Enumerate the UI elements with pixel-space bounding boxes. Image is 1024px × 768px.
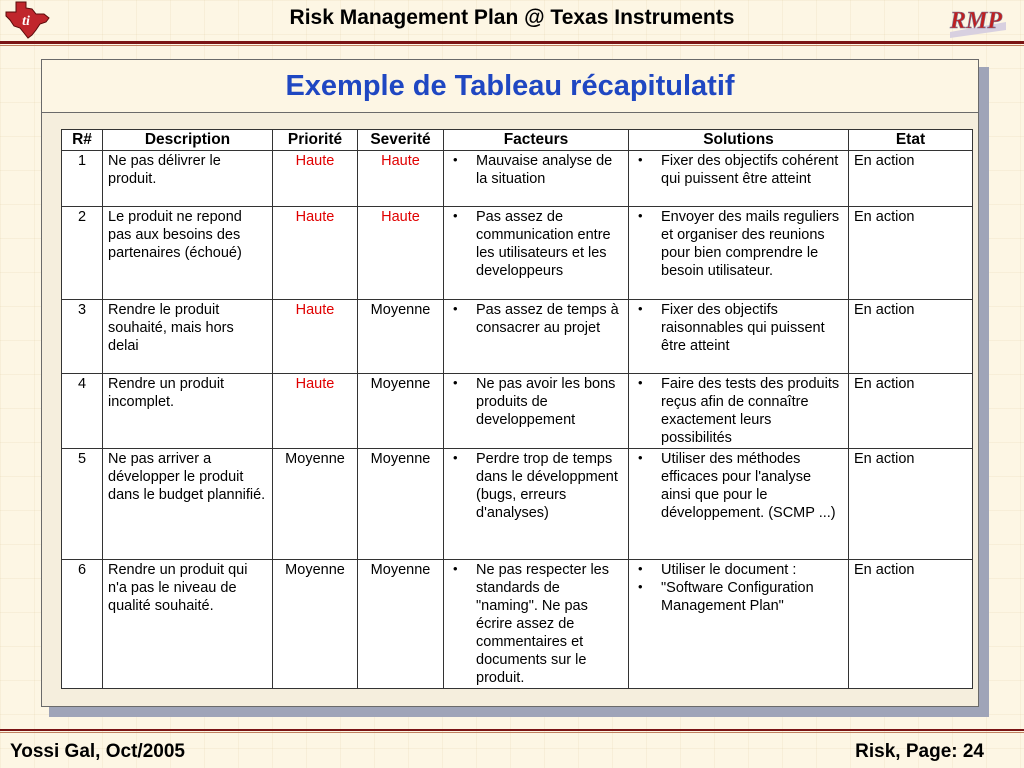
cell-etat: En action (849, 151, 973, 207)
cell-etat: En action (849, 560, 973, 689)
cell-priorite: Haute (273, 151, 358, 207)
cell-etat: En action (849, 207, 973, 300)
cell-priorite: Haute (273, 374, 358, 449)
cell-rnum: 2 (62, 207, 103, 300)
cell-priorite: Haute (273, 300, 358, 374)
header-rule (0, 41, 1024, 44)
header (0, 0, 1024, 42)
cell-description: Ne pas délivrer le produit. (103, 151, 273, 207)
cell-rnum: 1 (62, 151, 103, 207)
slide-title: Exemple de Tableau récapitulatif (285, 70, 735, 102)
header-rule-thin (0, 45, 1024, 46)
bullet-item: • Fixer des objectifs raisonnables qui puissent être atteint (634, 301, 843, 355)
cell-severite: Haute (358, 207, 444, 300)
header-description: Description (103, 130, 273, 151)
cell-severite: Haute (358, 151, 444, 207)
bullet-item: • Utiliser des méthodes efficaces pour l'analyse ainsi que pour le développement. (SCMP ...) (634, 450, 843, 522)
footer-page-number: Risk, Page: 24 (855, 741, 984, 762)
cell-solutions (629, 560, 849, 689)
table-row (62, 300, 973, 374)
cell-severite: Moyenne (358, 449, 444, 560)
recap-table (61, 129, 973, 689)
slide-title-box (42, 60, 978, 113)
cell-facteurs (444, 374, 629, 449)
header-severite: Severité (358, 130, 444, 151)
cell-facteurs (444, 151, 629, 207)
cell-etat: En action (849, 300, 973, 374)
bullet-item: • Envoyer des mails reguliers et organiser des reunions pour bien comprendre le besoin utilisateur. (634, 208, 843, 280)
cell-etat: En action (849, 374, 973, 449)
bullet-item: • Ne pas respecter les standards de "naming". Ne pas écrire assez de commentaires et documents sur le produit. (449, 561, 623, 687)
cell-solutions (629, 300, 849, 374)
cell-description: Rendre un produit incomplet. (103, 374, 273, 449)
cell-description: Le produit ne repond pas aux besoins des partenaires (échoué) (103, 207, 273, 300)
cell-etat: En action (849, 449, 973, 560)
cell-severite: Moyenne (358, 374, 444, 449)
cell-description: Ne pas arriver a développer le produit dans le budget plannifié. (103, 449, 273, 560)
page-title: Risk Management Plan @ Texas Instruments (289, 6, 735, 29)
bullet-item: • Faire des tests des produits reçus afin de connaître exactement leurs possibilités (634, 375, 843, 447)
cell-priorite: Moyenne (273, 449, 358, 560)
header-priorite: Priorité (273, 130, 358, 151)
table-row (62, 560, 973, 689)
table-row (62, 151, 973, 207)
cell-priorite: Moyenne (273, 560, 358, 689)
bullet-item: • Mauvaise analyse de la situation (449, 152, 623, 188)
cell-facteurs (444, 449, 629, 560)
header-etat: Etat (849, 130, 973, 151)
table-row (62, 449, 973, 560)
cell-facteurs (444, 207, 629, 300)
footer-rule-thin (0, 732, 1024, 733)
cell-solutions (629, 449, 849, 560)
cell-description: Rendre le produit souhaité, mais hors delai (103, 300, 273, 374)
rmp-logo (946, 2, 1010, 38)
cell-priorite: Haute (273, 207, 358, 300)
footer-author: Yossi Gal, Oct/2005 (10, 741, 185, 762)
bullet-item: • Perdre trop de temps dans le développment (bugs, erreurs d'analyses) (449, 450, 623, 522)
cell-description: Rendre un produit qui n'a pas le niveau de qualité souhaité. (103, 560, 273, 689)
cell-rnum: 5 (62, 449, 103, 560)
cell-severite: Moyenne (358, 300, 444, 374)
cell-rnum: 6 (62, 560, 103, 689)
header-rnum: R# (62, 130, 103, 151)
cell-facteurs (444, 560, 629, 689)
table-row (62, 374, 973, 449)
cell-facteurs (444, 300, 629, 374)
table-header-row (62, 130, 973, 151)
cell-solutions (629, 207, 849, 300)
content-frame (41, 59, 979, 707)
bullet-item: • Pas assez de communication entre les utilisateurs et les developpeurs (449, 208, 623, 280)
cell-solutions (629, 151, 849, 207)
bullet-item: • Ne pas avoir les bons produits de developpement (449, 375, 623, 429)
cell-severite: Moyenne (358, 560, 444, 689)
bullet-item: • "Software Configuration Management Plan" (634, 579, 843, 615)
cell-rnum: 3 (62, 300, 103, 374)
table-row (62, 207, 973, 300)
bullet-item: • Utiliser le document : (634, 561, 843, 579)
header-solutions: Solutions (629, 130, 849, 151)
footer-rule (0, 729, 1024, 731)
bullet-item: • Fixer des objectifs cohérent qui puissent être atteint (634, 152, 843, 188)
svg-text:ti: ti (22, 14, 30, 29)
svg-text:RMP: RMP (950, 8, 1003, 34)
bullet-item: • Pas assez de temps à consacrer au projet (449, 301, 623, 337)
cell-solutions (629, 374, 849, 449)
header-facteurs: Facteurs (444, 130, 629, 151)
cell-rnum: 4 (62, 374, 103, 449)
